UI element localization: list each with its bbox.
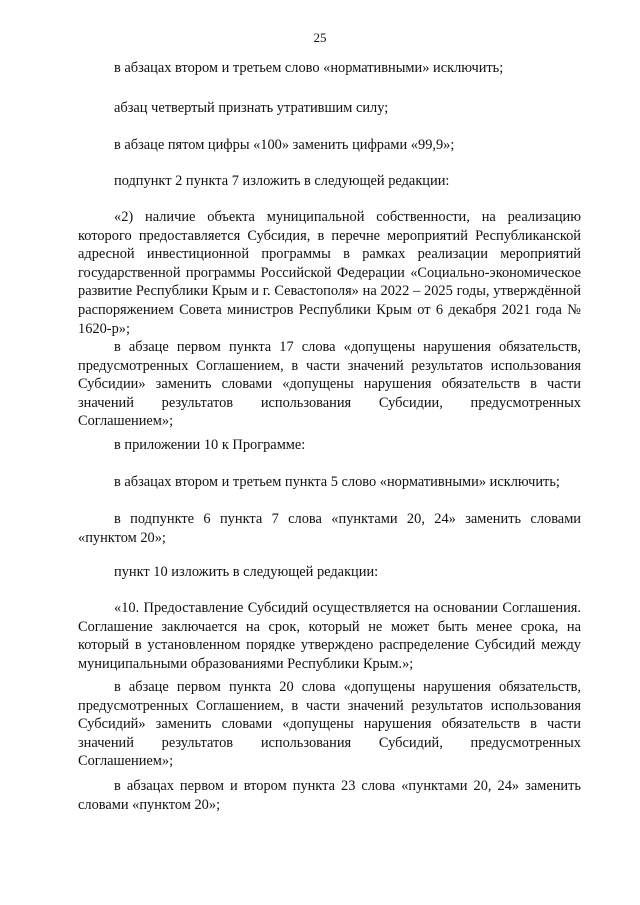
paragraph-6: в абзаце первом пункта 17 слова «допущены нарушения обязательств, предусмотренных Соглашением, в части значений результатов использования Субсидии» заменить словами «допущены нарушения обязательств в части значений результатов использования Субсидии, предусмотренных Соглашением»;: [78, 339, 581, 430]
paragraph-12: в абзаце первом пункта 20 слова «допущены нарушения обязательств, предусмотренных Соглашением, в части значений результатов использования Субсидий» заменить словами «допущены нарушения обязательств в части значений результатов использования Субсидий, предусмотренных Соглашением»;: [78, 679, 581, 770]
paragraph-3: в абзаце пятом цифры «100» заменить цифрами «99,9»;: [114, 137, 455, 153]
paragraph-5: «2) наличие объекта муниципальной собственности, на реализацию которого предоставляется Субсидия, в перечне мероприятий Республиканской адресной инвестиционной программы в рамках реализации мероприятий государственной программы Российской Федерации «Социально-экономическое развитие Республики Крым и г. Севастополя» на 2022 – 2025 годы, утверждённой распоряжением Совета министров Республики Крым от 6 декабря 2021 года № 1620-р»;: [78, 209, 581, 337]
page-number: 25: [313, 30, 327, 45]
paragraph-8: в абзацах втором и третьем пункта 5 слово «нормативными» исключить;: [114, 474, 560, 490]
paragraph-13: в абзацах первом и втором пункта 23 слова «пунктами 20, 24» заменить словами «пунктом 20»;: [78, 778, 581, 813]
paragraph-7: в приложении 10 к Программе:: [114, 437, 306, 453]
paragraph-1: в абзацах втором и третьем слово «нормативными» исключить;: [114, 60, 504, 76]
paragraph-11: «10. Предоставление Субсидий осуществляется на основании Соглашения. Соглашение заключается на срок, который не может быть менее срока, на который в установленном порядке утверждено распределение Субсидий между муниципальными образованиями Республики Крым.»;: [78, 600, 581, 672]
paragraph-2: абзац четвертый признать утратившим силу;: [114, 100, 389, 116]
paragraph-9: в подпункте 6 пункта 7 слова «пунктами 20, 24» заменить словами «пунктом 20»;: [78, 511, 581, 546]
paragraph-4: подпункт 2 пункта 7 изложить в следующей редакции:: [114, 173, 450, 189]
paragraph-10: пункт 10 изложить в следующей редакции:: [114, 564, 379, 580]
